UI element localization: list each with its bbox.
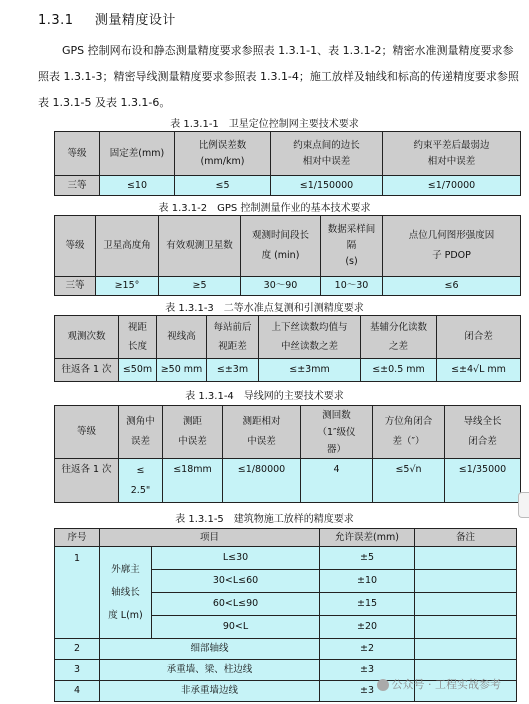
t5-tol: ±3 bbox=[320, 660, 415, 681]
t5-tol: ±5 bbox=[320, 547, 415, 570]
t2-header: 数据采样间 隔 (s) bbox=[321, 216, 383, 277]
t3-cell: 往返各 1 次 bbox=[55, 359, 119, 382]
t5-item: 90<L bbox=[152, 616, 320, 639]
t5-item: 非承重墙边线 bbox=[100, 681, 320, 702]
t4-cell: ≤1/80000 bbox=[223, 459, 301, 503]
t4-cell: ≤1/35000 bbox=[445, 459, 521, 503]
t3-header: 上下丝读数均值与 中丝读数之差 bbox=[259, 316, 361, 359]
table-caption-2: 表 1.3.1-2 GPS 控制测量作业的基本技术要求 bbox=[158, 203, 371, 214]
t5-header: 序号 bbox=[55, 529, 100, 547]
table-2 bbox=[54, 215, 521, 296]
t5-note bbox=[415, 616, 517, 639]
t2-cell: ≥5 bbox=[159, 277, 241, 296]
t2-cell: ≥15° bbox=[96, 277, 159, 296]
t5-item: 60<L≤90 bbox=[152, 593, 320, 616]
t5-item-group: 外廓主 轴线长 度 L(m) bbox=[100, 547, 152, 639]
body-paragraph: GPS 控制网布设和静态测量精度要求参照表 1.3.1-1、表 1.3.1-2；精密水准测量精度要求参照表 1.3.1-3；精密导线测量精度要求参照表 1.3.1-4；施工放样及轴线和标高的传递精度要求参照表 1.3.1-5 及表 1.3.1-6。 bbox=[38, 44, 519, 109]
t5-tol: ±2 bbox=[320, 639, 415, 660]
t1-cell: ≤1/70000 bbox=[383, 176, 521, 196]
t3-cell: ≤±3m bbox=[207, 359, 259, 382]
t2-cell: 30～90 bbox=[241, 277, 321, 296]
t3-header: 每站前后 视距差 bbox=[207, 316, 259, 359]
t5-header: 项目 bbox=[100, 529, 320, 547]
t5-tol: ±10 bbox=[320, 570, 415, 593]
t4-cell: 往返各 1 次 bbox=[55, 459, 119, 503]
t1-header: 等级 bbox=[55, 132, 100, 176]
t3-cell: ≤±3mm bbox=[259, 359, 361, 382]
t5-tol: ±3 bbox=[320, 681, 415, 702]
t4-cell: 4 bbox=[301, 459, 373, 503]
section-title: 测量精度设计 bbox=[94, 13, 176, 28]
table-caption-3: 表 1.3.1-3 二等水准点复测和引测精度要求 bbox=[165, 303, 364, 314]
table-caption-4: 表 1.3.1-4 导线网的主要技术要求 bbox=[185, 391, 344, 402]
t5-number: 3 bbox=[55, 660, 100, 681]
t5-tol: ±15 bbox=[320, 593, 415, 616]
t5-header: 备注 bbox=[415, 529, 517, 547]
t4-header: 方位角闭合 差（″） bbox=[373, 406, 445, 459]
t5-note bbox=[415, 593, 517, 616]
t3-cell: ≤±0.5 mm bbox=[361, 359, 437, 382]
t1-cell: ≤5 bbox=[175, 176, 271, 196]
wechat-icon bbox=[377, 679, 389, 691]
t5-note bbox=[415, 639, 517, 660]
t4-cell: ≤ 2.5" bbox=[119, 459, 163, 503]
section-heading bbox=[38, 9, 176, 28]
t4-header: 导线全长 闭合差 bbox=[445, 406, 521, 459]
t2-header: 卫星高度角 bbox=[96, 216, 159, 277]
t2-header: 观测时间段长 度 (min) bbox=[241, 216, 321, 277]
table-caption-1: 表 1.3.1-1 卫星定位控制网主要技术要求 bbox=[170, 119, 359, 130]
t2-cell: 三等 bbox=[55, 277, 96, 296]
table-4 bbox=[54, 405, 521, 503]
t5-tol: ±20 bbox=[320, 616, 415, 639]
t3-header: 闭合差 bbox=[437, 316, 521, 359]
t1-header: 比例误差数 (mm/km) bbox=[175, 132, 271, 176]
t4-cell: ≤5√n bbox=[373, 459, 445, 503]
t4-header: 等级 bbox=[55, 406, 119, 459]
t2-header: 有效观测卫星数 bbox=[159, 216, 241, 277]
t1-header: 约束平差后最弱边 相对中误差 bbox=[383, 132, 521, 176]
t2-header: 点位几何图形强度因 子 PDOP bbox=[383, 216, 521, 277]
t5-number: 4 bbox=[55, 681, 100, 702]
t2-header: 等级 bbox=[55, 216, 96, 277]
t3-cell: ≤50m bbox=[119, 359, 157, 382]
t1-cell: ≤1/150000 bbox=[271, 176, 383, 196]
t4-header: 测距 中误差 bbox=[163, 406, 223, 459]
t5-header: 允许误差(mm) bbox=[320, 529, 415, 547]
table-caption-5: 表 1.3.1-5 建筑物施工放样的精度要求 bbox=[175, 514, 354, 525]
t4-header: 测距相对 中误差 bbox=[223, 406, 301, 459]
t1-header: 固定差(mm) bbox=[100, 132, 175, 176]
t1-cell: ≤10 bbox=[100, 176, 175, 196]
t3-header: 观测次数 bbox=[55, 316, 119, 359]
t4-cell: ≤18mm bbox=[163, 459, 223, 503]
t2-cell: 10～30 bbox=[321, 277, 383, 296]
t3-header: 基辅分化读数 之差 bbox=[361, 316, 437, 359]
t1-header: 约束点间的边长 相对中误差 bbox=[271, 132, 383, 176]
t5-item: 细部轴线 bbox=[100, 639, 320, 660]
t5-item: 承重墙、梁、柱边线 bbox=[100, 660, 320, 681]
t3-header: 视线高 bbox=[157, 316, 207, 359]
watermark: 公众号 · 工程实战参考 bbox=[377, 676, 502, 692]
table-3 bbox=[54, 315, 521, 382]
t5-note bbox=[415, 547, 517, 570]
t5-number: 1 bbox=[55, 547, 100, 639]
t5-note bbox=[415, 570, 517, 593]
t2-cell: ≤6 bbox=[383, 277, 521, 296]
side-panel-handle[interactable] bbox=[518, 492, 529, 518]
section-number: 1.3.1 bbox=[38, 13, 74, 28]
t5-item: 30<L≤60 bbox=[152, 570, 320, 593]
t4-header: 测回数 （1″级仪 器） bbox=[301, 406, 373, 459]
t3-cell: ≥50 mm bbox=[157, 359, 207, 382]
t1-cell: 三等 bbox=[55, 176, 100, 196]
t4-header: 测角中 误差 bbox=[119, 406, 163, 459]
t5-item: L≤30 bbox=[152, 547, 320, 570]
t3-cell: ≤±4√L mm bbox=[437, 359, 521, 382]
table-1 bbox=[54, 131, 521, 196]
t5-number: 2 bbox=[55, 639, 100, 660]
t3-header: 视距 长度 bbox=[119, 316, 157, 359]
